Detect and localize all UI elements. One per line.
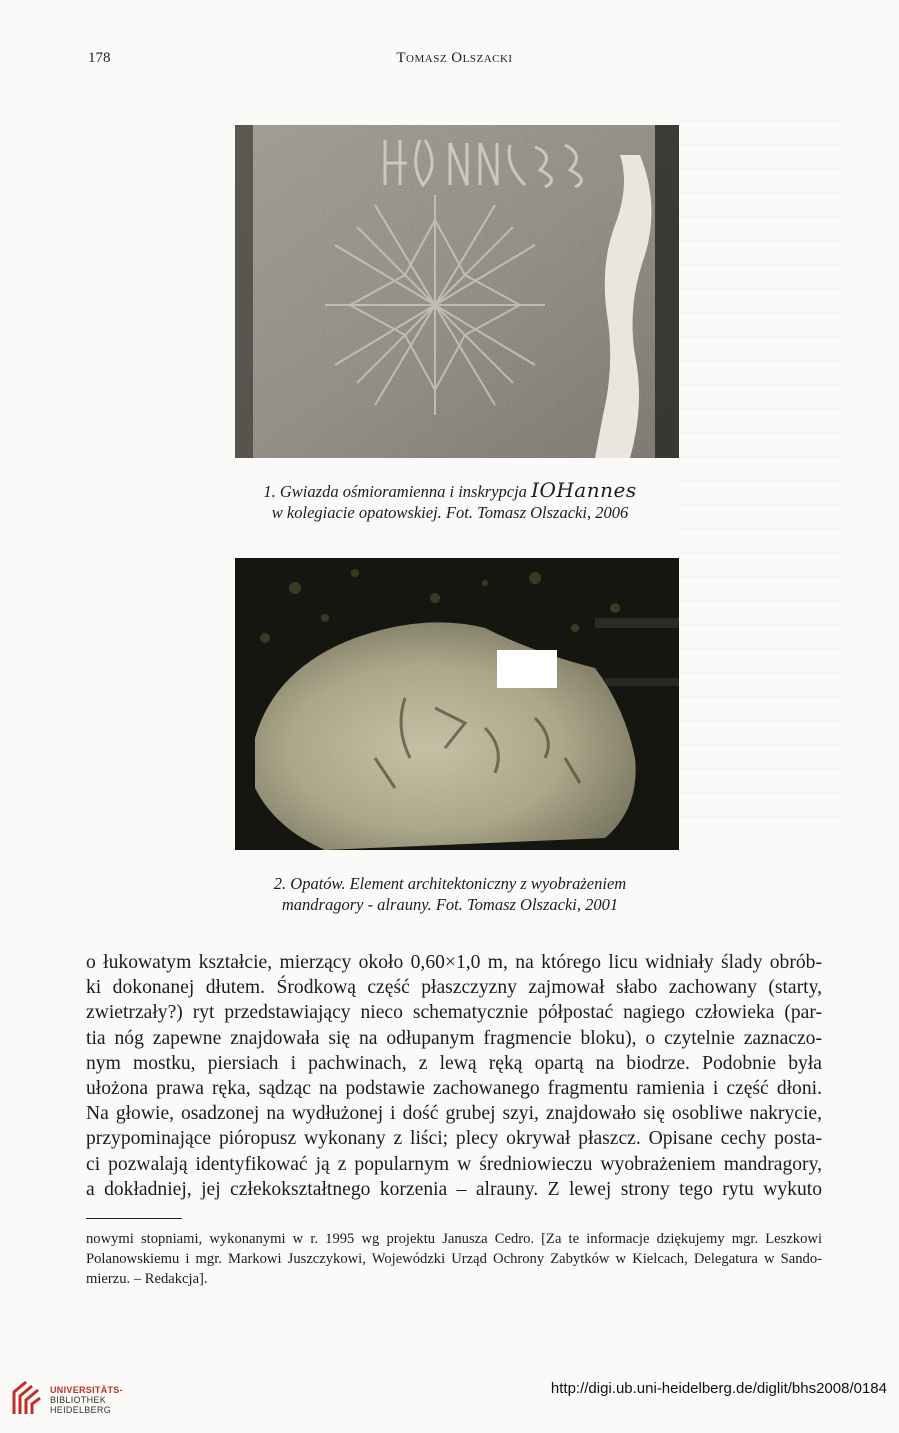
stone-block-carving-icon [235, 558, 679, 850]
bleed-through [680, 120, 840, 820]
heidelberg-library-logo-icon [10, 1378, 44, 1418]
figure-1-caption-prefix: 1. Gwiazda ośmioramienna i inskrypcja [263, 482, 532, 501]
figure-2-caption-line2: mandragory - alrauny. Fot. Tomasz Olszacki, 2001 [281, 895, 619, 914]
body-line: ki dokonanej dłutem. Środkową część płaszczyzny zajmował słabo zachowany (starty, [86, 977, 822, 999]
figure-2-photo [235, 558, 679, 850]
body-line: o łukowatym kształcie, mierzący około 0,60×1,0 m, na którego licu widniały ślady obrób- [86, 952, 822, 973]
body-line: ci pozwalają identyfikować ją z popularnym w średniowieczu wyobrażeniem mandragory, [86, 1153, 822, 1175]
body-line: nym mostku, piersiach i pachwinach, z lewą ręką opartą na biodrze. Podobnie była [86, 1052, 822, 1074]
body-line: ułożona prawa ręka, sądząc na podstawie zachowanego fragmentu ramienia i część dłoni. [86, 1077, 822, 1099]
logo-text [50, 1385, 123, 1415]
logo-line-1: UNIVERSITÄTS- [50, 1385, 123, 1395]
figure-1-caption-line1 [180, 480, 720, 502]
figure-2-caption-line1: 2. Opatów. Element architektoniczny z wyobrażeniem [273, 874, 627, 893]
footnote-line: nowymi stopniami, wykonanymi w r. 1995 wg projektu Janusza Cedro. [Za te informacje dziękujemy mgr. Leszkowi [86, 1231, 822, 1247]
figure-1-inscription: IOHannes [531, 478, 637, 502]
figure-1-photo [235, 125, 679, 458]
figure-2-caption [180, 873, 720, 915]
logo-line-2: BIBLIOTHEK [50, 1395, 107, 1405]
footnote-line: mierzu. – Redakcja]. [86, 1271, 208, 1287]
body-line: zwietrzały?) ryt przedstawiający nieco schematycznie półpostać nagiego człowieka (par- [86, 1002, 822, 1024]
logo-line-3: HEIDELBERG [50, 1405, 112, 1415]
running-head [88, 50, 821, 70]
page-number: 178 [88, 50, 111, 66]
source-url-link[interactable]: http://digi.ub.uni-heidelberg.de/diglit/bhs2008/0184 [550, 1380, 887, 1397]
footnote [86, 1229, 822, 1289]
body-line: tia nóg zapewne znajdowała się na odłupanym fragmencie bloku), o czytelnie zaznaczo- [86, 1027, 822, 1049]
figure-1-caption [180, 480, 720, 523]
library-logo[interactable] [10, 1378, 130, 1422]
body-text [86, 950, 822, 1202]
running-head-author: Tomasz Olszacki [396, 50, 513, 66]
footnote-line: Polanowskiemu i mgr. Markowi Juszczykowi, Wojewódzki Urząd Ochrony Zabytków w Kielcach, Delegatura w Sando- [86, 1251, 822, 1267]
footnote-rule [86, 1218, 182, 1219]
body-line: przypominające pióropusz wykonany z liści; plecy okrywał płaszcz. Opisane cechy posta- [86, 1128, 822, 1150]
body-line: Na głowie, osadzonej na wydłużonej i dość grubej szyi, znajdowało się osobliwe nakrycie, [86, 1103, 822, 1125]
figure-1-caption-line2: w kolegiacie opatowskiej. Fot. Tomasz Olszacki, 2006 [271, 503, 629, 522]
stone-wall-star-inscription-icon [235, 125, 679, 458]
body-line: a dokładniej, jej człekokształtnego korzenia – alrauny. Z lewej strony tego rytu wykuto [86, 1178, 822, 1200]
